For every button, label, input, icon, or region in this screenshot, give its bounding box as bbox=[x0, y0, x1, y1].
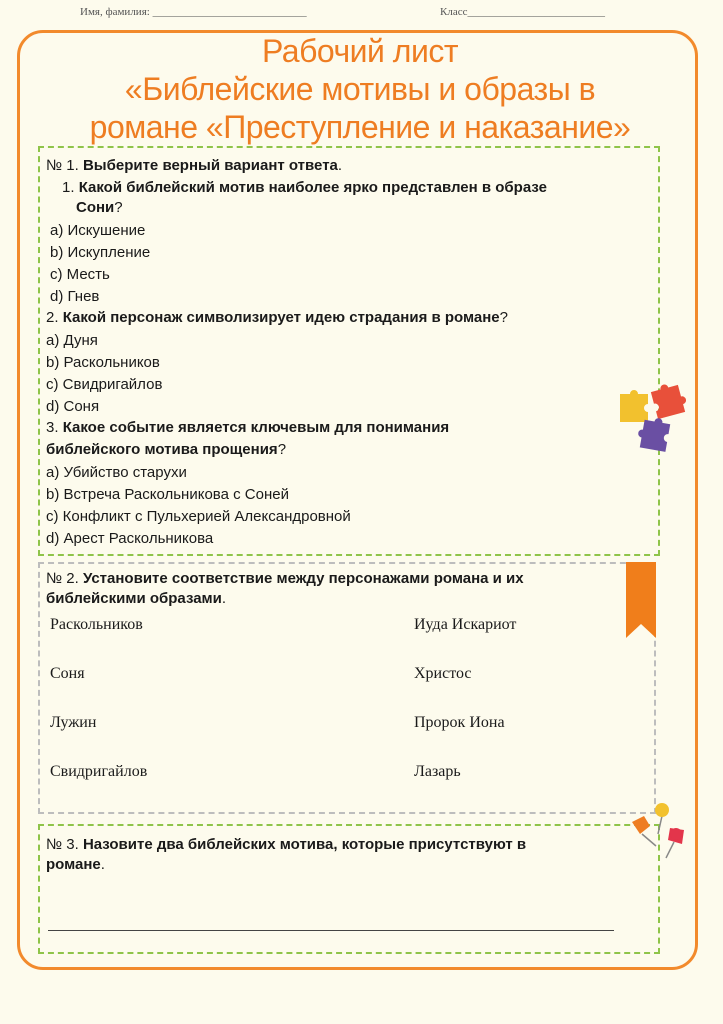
biblical-image-3: Пророк Иона bbox=[414, 714, 505, 731]
q1-option-c: c) Месть bbox=[50, 266, 110, 283]
task3-heading-text: Назовите два библейских мотива bbox=[82, 836, 334, 853]
task1-heading-text: Выберите верный вариант ответа bbox=[82, 157, 338, 174]
q1-option-b: b) Искупление bbox=[50, 244, 151, 261]
q2-option-a: а) Дуня bbox=[46, 332, 98, 349]
title-line-3: романе «Преступление и наказание» bbox=[89, 109, 631, 145]
q2-option-d: d) Соня bbox=[46, 398, 100, 415]
q2-num: 2. bbox=[46, 309, 59, 326]
q3-option-c: c) Конфликт с Пульхерией Александровной bbox=[46, 508, 351, 525]
task2-heading bbox=[46, 568, 524, 590]
character-1: Раскольников bbox=[50, 616, 143, 633]
task2-heading-cont: библейскими образами bbox=[46, 590, 222, 607]
task3-heading-text-cont: , которые присутствуют в bbox=[333, 836, 527, 853]
character-3: Лужин bbox=[50, 714, 97, 731]
task1-heading-end: . bbox=[337, 157, 343, 174]
q1-option-d: d) Гнев bbox=[50, 288, 100, 305]
task2-heading-end: . bbox=[221, 590, 227, 607]
character-4: Свидригайлов bbox=[50, 763, 148, 780]
title-line-2: «Библейские мотивы и образы в bbox=[124, 71, 596, 107]
q1-end: ? bbox=[114, 199, 123, 216]
q2-question: Какой персонаж символизирует идею страдания в романе bbox=[62, 309, 500, 326]
q3-end: ? bbox=[277, 441, 287, 458]
puzzle-pieces-icon bbox=[616, 380, 690, 454]
q3-question: Какое событие является ключевым для понимания bbox=[62, 419, 450, 436]
q3-text bbox=[46, 417, 449, 439]
q1-question-cont: Сони bbox=[76, 199, 115, 216]
task2-heading-text: Установите соответствие между персонажами романа и их bbox=[82, 570, 524, 587]
class-field-label: Класс_________________________ bbox=[440, 6, 605, 18]
task3-num: № 3. bbox=[46, 836, 79, 853]
name-field-label: Имя, фамилия: ____________________________ bbox=[80, 6, 307, 18]
q3-num: 3. bbox=[46, 419, 59, 436]
task1-heading bbox=[46, 155, 342, 177]
biblical-image-4: Лазарь bbox=[414, 763, 461, 780]
push-pins-icon bbox=[628, 798, 694, 870]
title-line-1: Рабочий лист bbox=[261, 33, 458, 69]
biblical-image-2: Христос bbox=[414, 665, 472, 682]
page-title bbox=[30, 32, 690, 146]
q1-option-a: а) Искушение bbox=[50, 222, 146, 239]
bookmark-icon bbox=[626, 562, 656, 638]
q3-option-d: d) Арест Раскольникова bbox=[46, 530, 214, 547]
task3-heading bbox=[46, 834, 526, 856]
q3-text-line2 bbox=[46, 439, 286, 461]
character-2: Соня bbox=[50, 665, 85, 682]
q3-option-b: b) Встреча Раскольникова с Соней bbox=[46, 486, 289, 503]
q1-text-line2 bbox=[76, 197, 123, 219]
task2-num: № 2. bbox=[46, 570, 79, 587]
q2-option-c: c) Свидригайлов bbox=[46, 376, 163, 393]
q1-num: 1. bbox=[62, 179, 75, 196]
answer-line[interactable] bbox=[48, 930, 614, 931]
task3-heading-cont: романе bbox=[46, 856, 101, 873]
q2-text bbox=[46, 307, 508, 329]
q2-end: ? bbox=[499, 309, 508, 326]
task3-heading-line2 bbox=[46, 854, 105, 876]
q2-option-b: b) Раскольников bbox=[46, 354, 160, 371]
q1-text bbox=[62, 177, 547, 199]
task1-num: № 1. bbox=[46, 157, 79, 174]
q1-question: Какой библейский мотив наиболее ярко представлен в образе bbox=[78, 179, 547, 196]
q3-question-cont: библейского мотива прощения bbox=[46, 441, 278, 458]
task3-heading-end: . bbox=[100, 856, 105, 873]
biblical-image-1: Иуда Искариот bbox=[414, 616, 517, 633]
q3-option-a: а) Убийство старухи bbox=[46, 464, 187, 481]
task2-heading-line2 bbox=[46, 588, 226, 610]
